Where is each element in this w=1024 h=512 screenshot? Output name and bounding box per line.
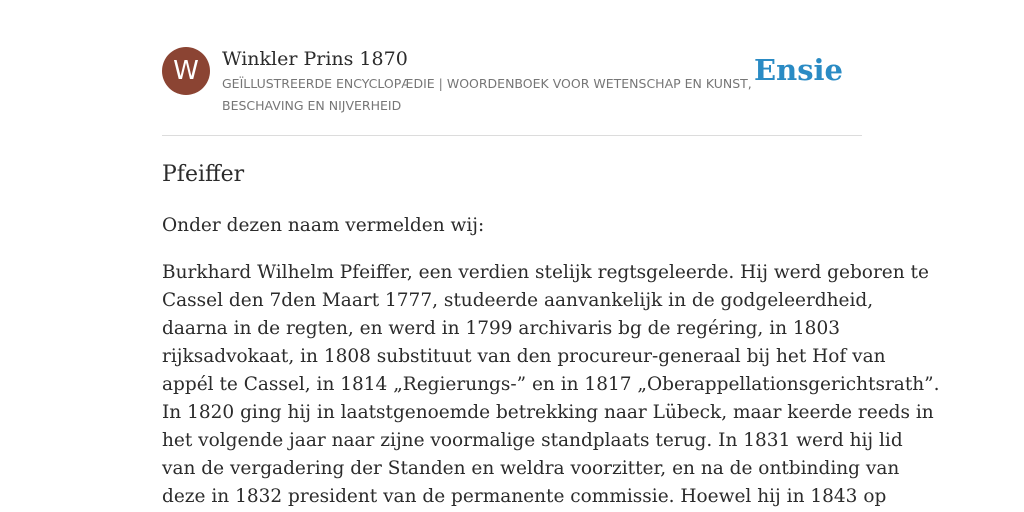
site-subtitle: GEÏLLUSTREERDE ENCYCLOPÆDIE | WOORDENBOEK VOOR WETENSCHAP EN KUNST, BESCHAVING EN NIJVERHEID bbox=[222, 76, 752, 113]
article-title: Pfeiffer bbox=[162, 162, 245, 187]
body-line: van de vergadering der Standen en weldra voorzitter, en na de ontbinding van bbox=[162, 458, 900, 479]
body-line: het volgende jaar naar zijne voormalige standplaats terug. In 1831 werd hij lid bbox=[162, 430, 903, 451]
site-header bbox=[162, 47, 862, 117]
article-body bbox=[162, 259, 940, 511]
page bbox=[162, 0, 940, 512]
body-line: In 1820 ging hij in laatstgenoemde betrekking naar Lübeck, maar keerde reeds in bbox=[162, 402, 934, 423]
ensie-logo-link[interactable]: Ensie bbox=[754, 53, 843, 87]
body-line: deze in 1832 president van de permanente commissie. Hoewel hij in 1843 op bbox=[162, 486, 887, 507]
avatar[interactable]: W bbox=[162, 47, 210, 95]
body-line: Cassel den 7den Maart 1777, studeerde aanvankelijk in de godgeleerdheid, bbox=[162, 290, 874, 311]
body-line: daarna in de regten, en werd in 1799 archivaris bg de regéring, in 1803 bbox=[162, 318, 840, 339]
header-divider bbox=[162, 135, 862, 136]
body-line: appél te Cassel, in 1814 „Regierungs-” en in 1817 „Oberappellationsgerichtsrath”. bbox=[162, 374, 940, 395]
article-intro: Onder dezen naam vermelden wij: bbox=[162, 215, 485, 236]
site-title[interactable]: Winkler Prins 1870 bbox=[222, 48, 408, 70]
body-line: rijksadvokaat, in 1808 substituut van den procureur-generaal bij het Hof van bbox=[162, 346, 886, 367]
body-line: Burkhard Wilhelm Pfeiffer, een verdien stelijk regtsgeleerde. Hij werd geboren te bbox=[162, 262, 929, 283]
